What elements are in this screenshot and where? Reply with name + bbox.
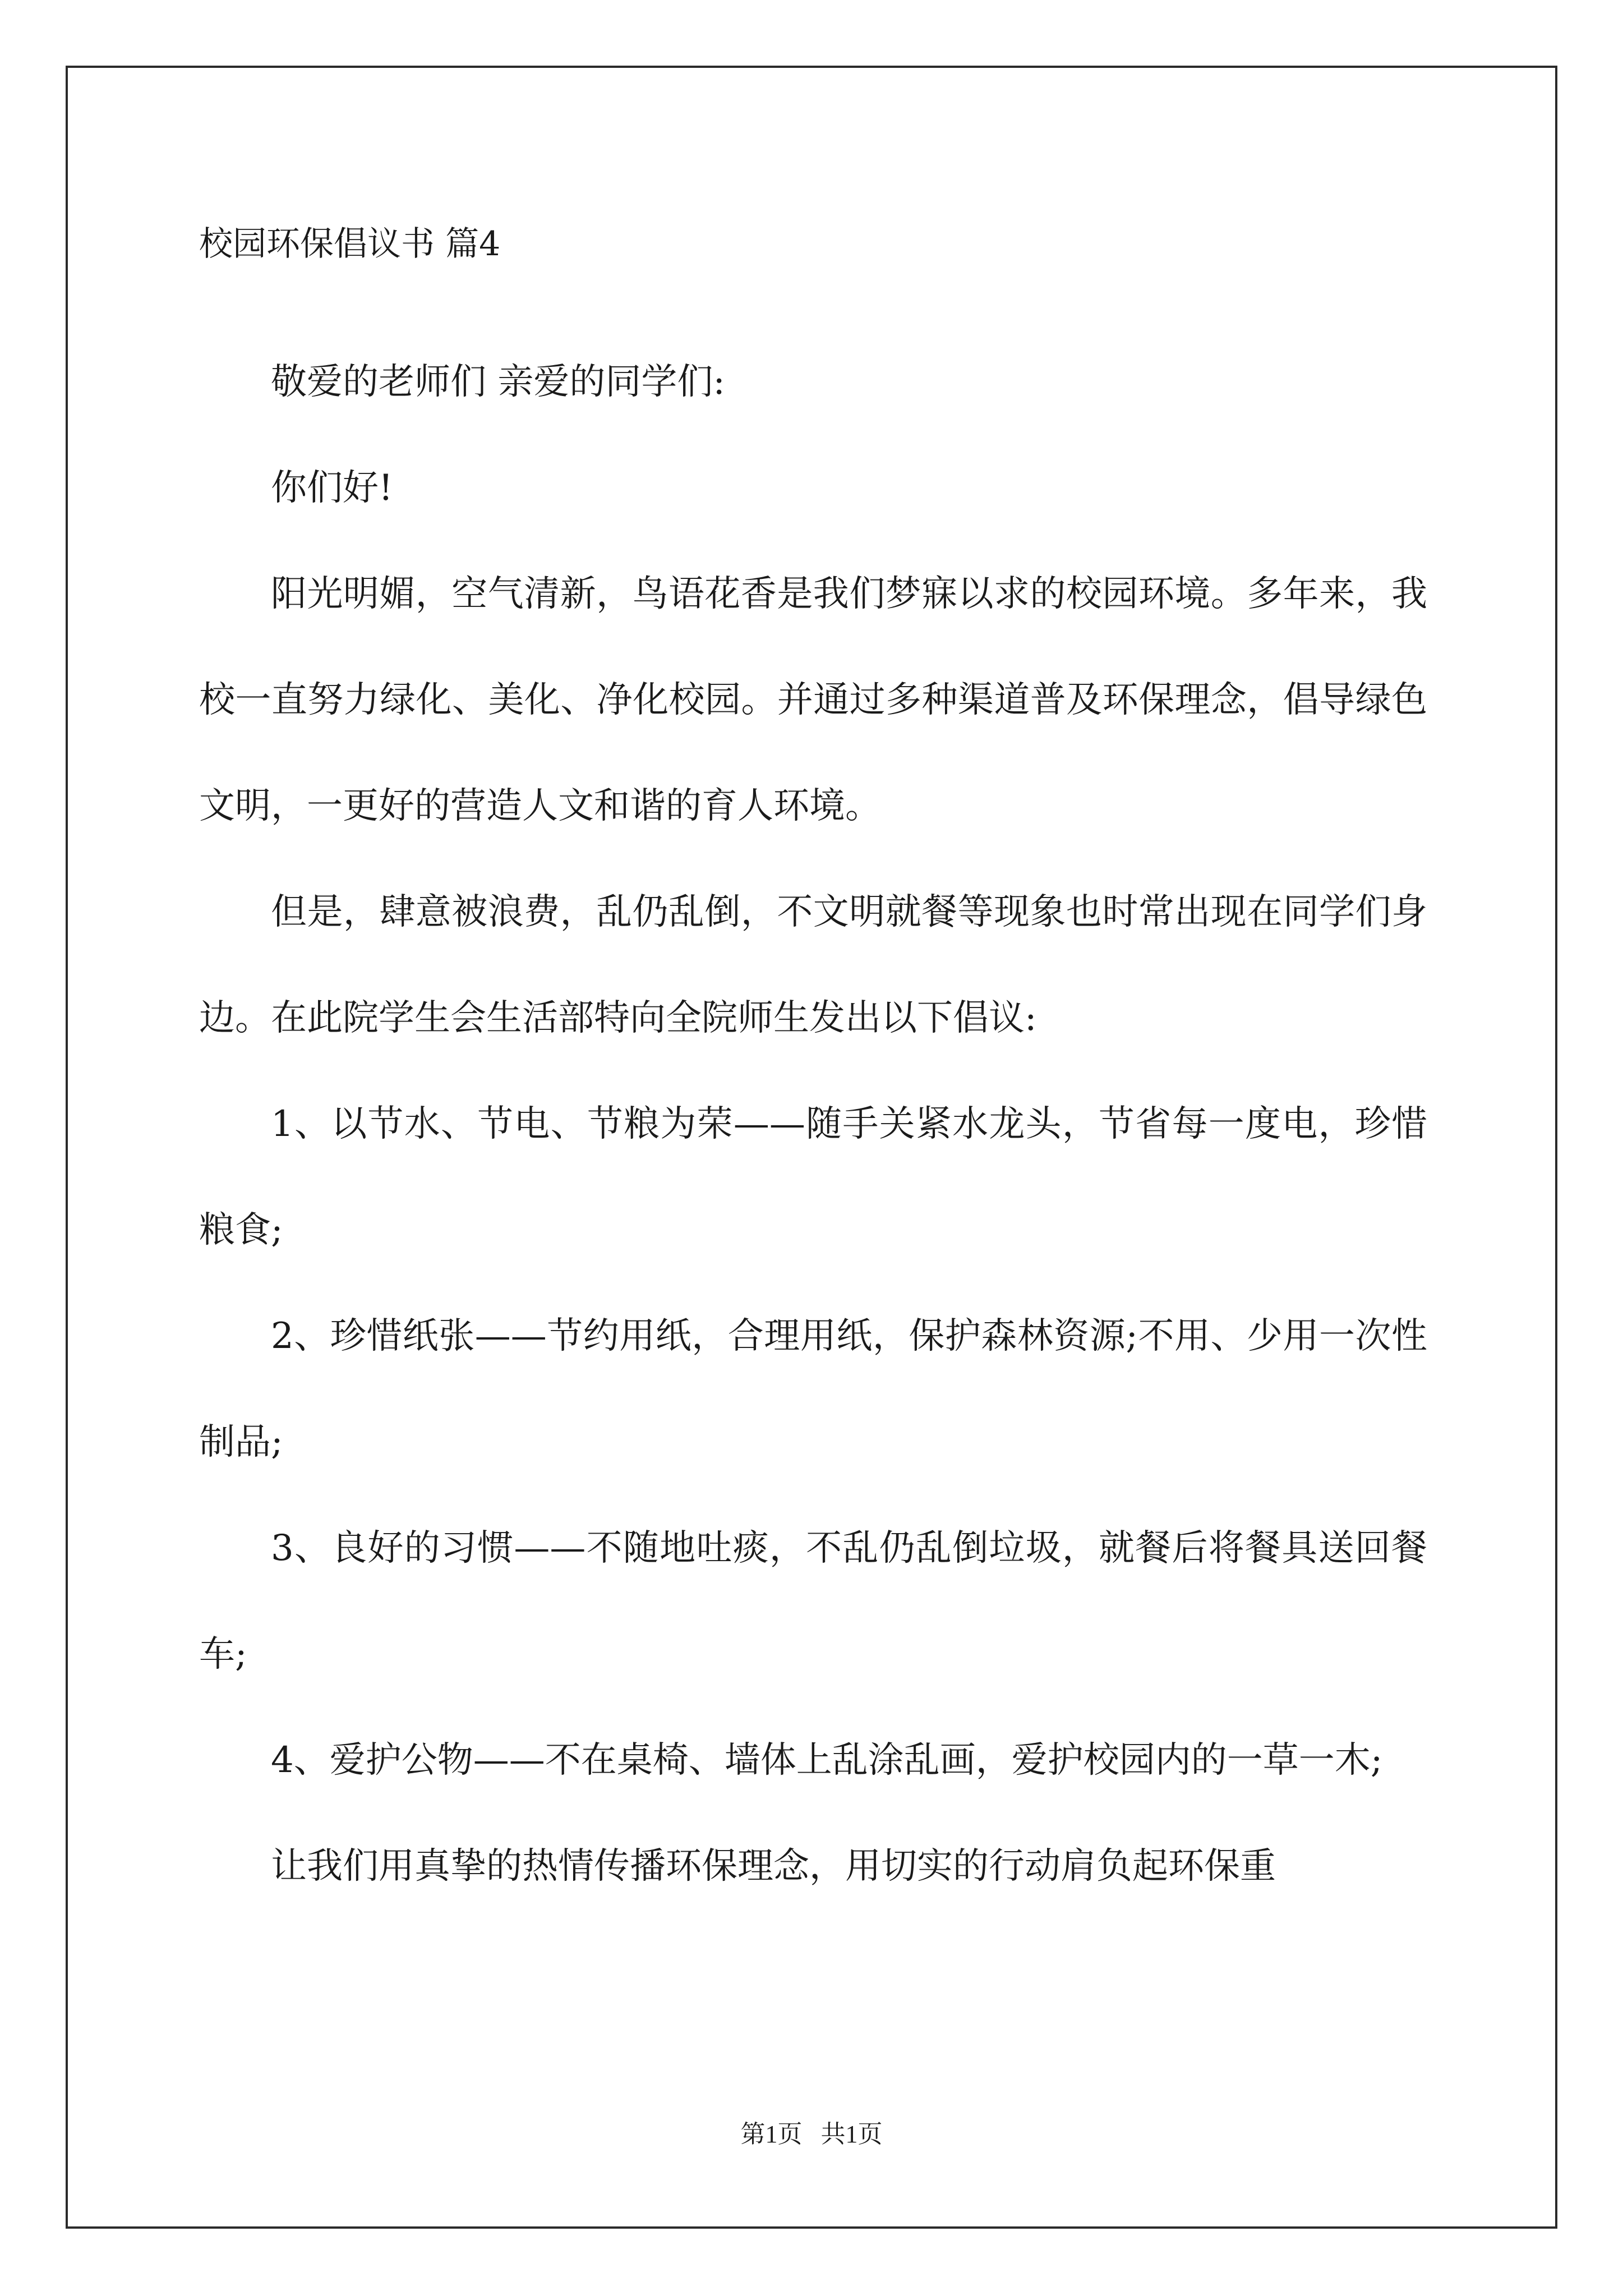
- paragraph-greeting: 敬爱的老师们 亲爱的同学们:: [271, 361, 725, 403]
- document-title: 校园环保倡议书 篇4: [199, 224, 501, 264]
- paragraph-intro: 阳光明媚，空气清新，鸟语花香是我们梦寐以求的校园环境。多年来，我校一直努力绿化、美化、净化校园。并通过多种渠道普及环保理念，倡导绿色文明，一更好的营造人文和谐的育人环境。: [199, 573, 1427, 827]
- paragraph-item-1: 1、以节水、节电、节粮为荣——随手关紧水龙头，节省每一度电，珍惜粮食;: [199, 1103, 1427, 1251]
- paragraph-salutation: 你们好!: [271, 467, 393, 509]
- paragraph-item-2: 2、珍惜纸张——节约用纸，合理用纸，保护森林资源;不用、少用一次性制品;: [199, 1315, 1427, 1463]
- page-footer: 第1页 共1页: [740, 2120, 883, 2148]
- paragraph-problem: 但是，肆意被浪费，乱仍乱倒，不文明就餐等现象也时常出现在同学们身边。在此院学生会生活部特向全院师生发出以下倡议:: [199, 891, 1427, 1039]
- paragraph-item-3: 3、良好的习惯——不随地吐痰，不乱仍乱倒垃圾，就餐后将餐具送回餐车;: [199, 1527, 1427, 1675]
- paragraph-item-4: 4、爱护公物——不在桌椅、墙体上乱涂乱画，爱护校园内的一草一木;: [271, 1740, 1383, 1781]
- paragraph-closing: 让我们用真挚的热情传播环保理念，用切实的行动肩负起环保重: [271, 1846, 1276, 1887]
- document-body: [199, 329, 1427, 1920]
